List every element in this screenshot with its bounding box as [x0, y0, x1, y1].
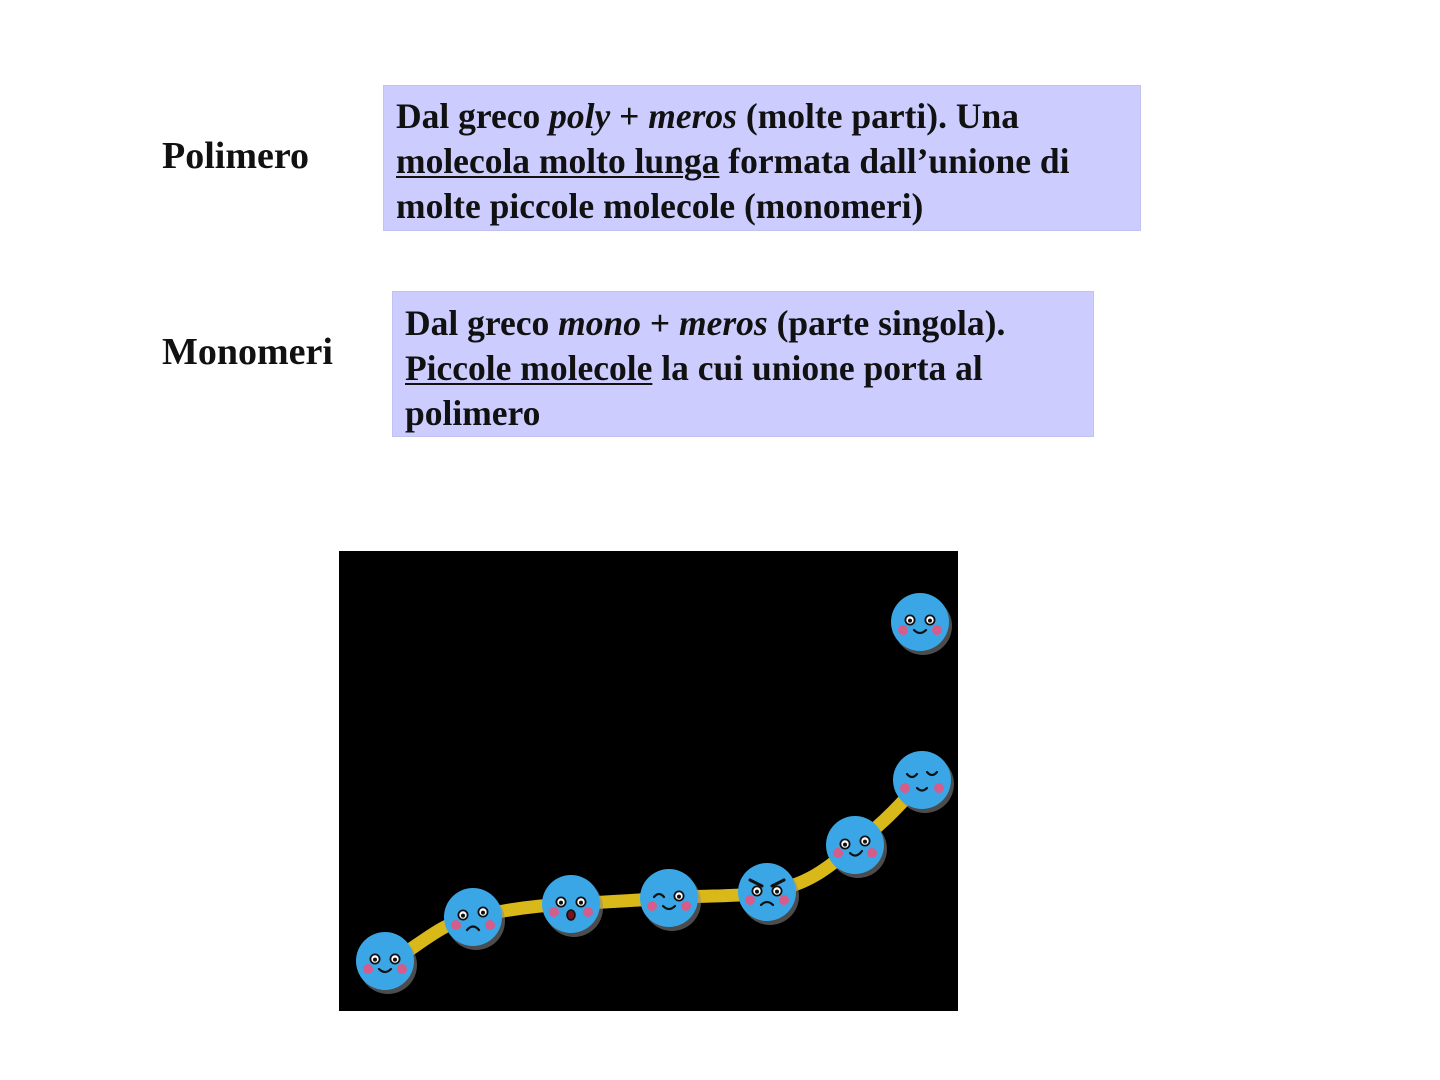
monomer-bead-worried	[444, 888, 505, 950]
term-polimero: Polimero	[162, 135, 310, 177]
polymer-chain-svg	[339, 551, 958, 1011]
definition-italic-term: meros	[648, 96, 737, 136]
definition-text: (molte parti). Una	[737, 96, 1019, 136]
definition-text: +	[641, 303, 679, 343]
definition-text: Dal greco	[405, 303, 559, 343]
free-monomer-bead	[891, 593, 952, 655]
term-monomeri: Monomeri	[162, 331, 333, 373]
definition-italic-term: meros	[678, 303, 768, 343]
definition-monomeri-box	[392, 291, 1094, 437]
definition-text: (parte singola).	[767, 303, 1006, 343]
definition-italic-term: poly	[549, 96, 611, 136]
definition-polimero-box	[383, 85, 1141, 231]
definition-text: +	[610, 96, 649, 136]
polymer-chain-illustration	[339, 551, 958, 1011]
monomer-bead-wink	[640, 869, 701, 931]
definition-text: Dal greco	[396, 96, 550, 136]
monomer-bead-surprised	[542, 875, 603, 937]
definition-text: formata dall’unione di molte piccole molecole (monomeri)	[396, 141, 1070, 226]
monomer-bead-angry	[738, 863, 799, 925]
monomer-bead-happy	[356, 932, 417, 994]
definition-underlined-phrase: molecola molto lunga	[396, 141, 720, 181]
definition-underlined-phrase: Piccole molecole	[405, 348, 653, 388]
definition-italic-term: mono	[558, 303, 641, 343]
definition-text: la cui unione porta al polimero	[405, 348, 983, 433]
